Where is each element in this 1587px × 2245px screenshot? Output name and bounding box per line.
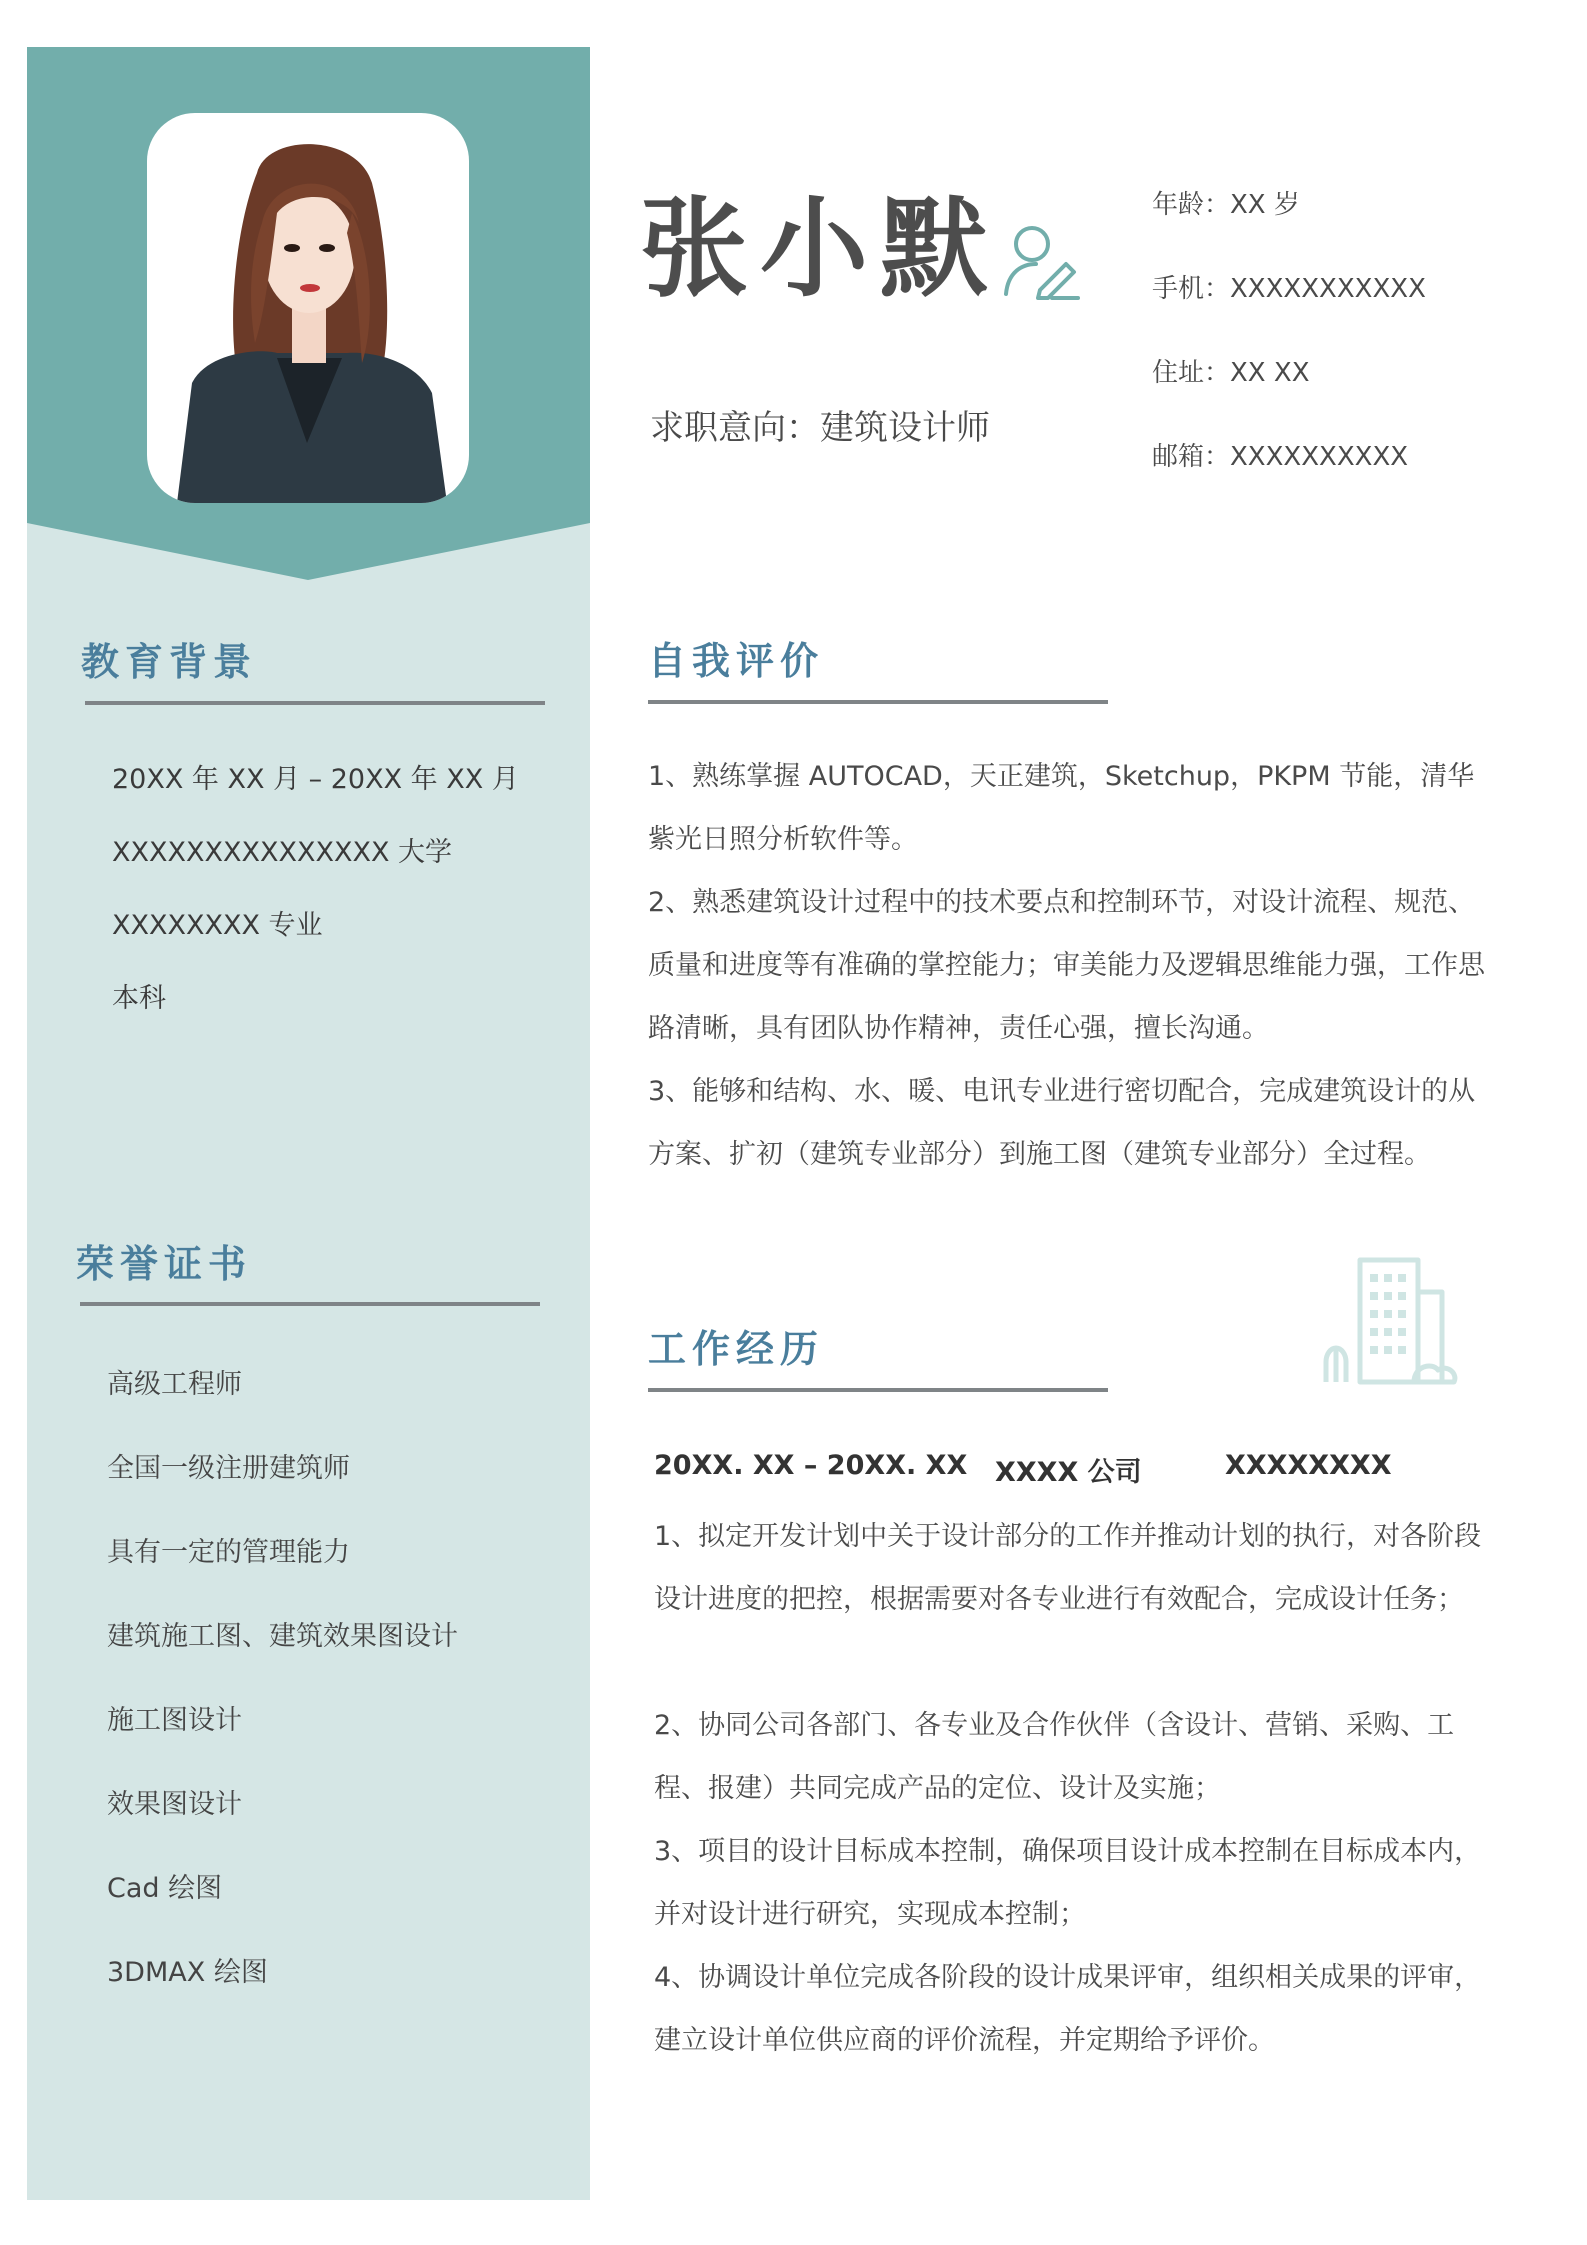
honor-item: 效果图设计 [107,1789,242,1820]
profile-photo [147,113,469,503]
work-paragraph: 3、项目的设计目标成本控制，确保项目设计成本控制在目标成本内，并对设计进行研究，实现成本控制； [654,1836,1482,1930]
honor-item: 施工图设计 [107,1705,242,1736]
contact-address: 住址：XX XX [1152,358,1310,388]
work-divider [648,1388,1108,1392]
portrait-illustration [147,113,469,503]
education-major: XXXXXXXX 专业 [112,910,323,941]
education-divider [85,701,545,705]
job-intent: 求职意向：建筑设计师 [650,408,990,448]
honors-divider [80,1302,540,1306]
work-position: XXXXXXXX [1225,1450,1392,1481]
honors-heading: 荣誉证书 [76,1242,253,1286]
self-eval-divider [648,700,1108,704]
work-paragraph: 1、拟定开发计划中关于设计部分的工作并推动计划的执行，对各阶段设计进度的把控，根据需要对各专业进行有效配合，完成设计任务； [654,1521,1482,1615]
work-paragraph: 4、协调设计单位完成各阶段的设计成果评审，组织相关成果的评审，建立设计单位供应商的评价流程，并定期给予评价。 [654,1962,1482,2056]
self-eval-paragraph: 2、熟悉建筑设计过程中的技术要点和控制环节，对设计流程、规范、质量和进度等有准确的掌控能力；审美能力及逻辑思维能力强，工作思路清晰，具有团队协作精神，责任心强，擅长沟通。 [648,887,1485,1044]
work-heading: 工作经历 [648,1327,825,1371]
contact-email: 邮箱：XXXXXXXXXX [1152,442,1409,472]
honor-item: 3DMAX 绘图 [107,1957,268,1988]
contact-phone: 手机：XXXXXXXXXXX [1152,274,1426,304]
education-period: 20XX 年 XX 月 – 20XX 年 XX 月 [112,764,519,795]
self-eval-paragraph: 1、熟练掌握 AUTOCAD，天正建筑，Sketchup，PKPM 节能，清华紫光日照分析软件等。 [648,761,1475,855]
honor-item: Cad 绘图 [107,1873,223,1904]
work-paragraph: 2、协同公司各部门、各专业及合作伙伴（含设计、营销、采购、工程、报建）共同完成产品的定位、设计及实施； [654,1710,1455,1804]
honor-item: 具有一定的管理能力 [107,1537,350,1568]
education-heading: 教育背景 [81,640,258,684]
candidate-name: 张小默 [640,186,1001,312]
honor-item: 建筑施工图、建筑效果图设计 [107,1621,458,1652]
education-school: XXXXXXXXXXXXXXX 大学 [112,837,453,868]
honor-item: 高级工程师 [107,1369,242,1400]
work-period: 20XX. XX – 20XX. XX [654,1450,968,1481]
contact-age: 年龄：XX 岁 [1152,190,1300,220]
person-edit-icon [1000,220,1080,300]
self-eval-paragraph: 3、能够和结构、水、暖、电讯专业进行密切配合，完成建筑设计的从方案、扩初（建筑专业部分）到施工图（建筑专业部分）全过程。 [648,1076,1476,1170]
sidebar [27,47,590,2200]
building-icon [1318,1252,1458,1392]
work-company: XXXX 公司 [995,1457,1142,1488]
self-eval-heading: 自我评价 [648,639,825,683]
education-degree: 本科 [112,983,166,1014]
honor-item: 全国一级注册建筑师 [107,1453,350,1484]
